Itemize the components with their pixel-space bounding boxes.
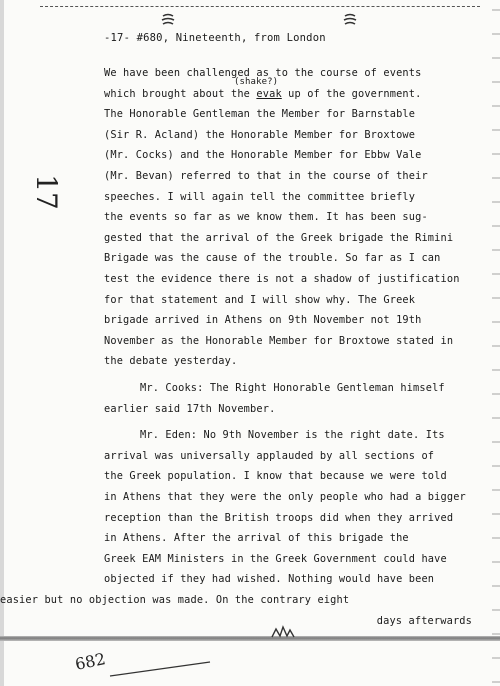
body-line: days afterwards (376, 615, 472, 627)
body-line: the events so far as we know them. It has been sug- (104, 211, 428, 223)
body-line: brigade arrived in Athens on 9th November not 19th (104, 314, 422, 326)
body-line: speeches. I will again tell the committee briefly (104, 191, 416, 203)
body-line: the Greek population. I know that because we were told (104, 470, 447, 482)
body-line: earlier said 17th November. (104, 403, 276, 415)
body-line: for that statement and I will show why. The Greek (104, 294, 416, 306)
body-line: We have been challenged as to the course of events (104, 67, 422, 79)
body-line: (Mr. Cocks) and the Honorable Member for Ebbw Vale (104, 149, 422, 161)
handwritten-margin-note: 17 (30, 174, 64, 210)
body-line: easier but no objection was made. On the contrary eight (0, 594, 350, 606)
page-bottom-fold (0, 636, 500, 641)
left-page-edge (0, 0, 4, 686)
underlined-word: evak (256, 88, 282, 100)
body-line: the debate yesterday. (104, 355, 238, 367)
body-line: Brigade was the cause of the trouble. So far as I can (104, 252, 441, 264)
body-line: Mr. Eden: No 9th November is the right date. Its (140, 429, 445, 441)
top-punch-mark-icon (342, 12, 358, 28)
body-line: reception than the British troops did when they arrived (104, 512, 454, 524)
body-line: objected if they had wished. Nothing would have been (104, 573, 435, 585)
body-line (104, 87, 421, 101)
body-line: in Athens. After the arrival of this brigade the (104, 532, 409, 544)
body-text: up of the government. (281, 88, 422, 100)
handwritten-footer-note: 682 (73, 649, 108, 674)
body-line: The Honorable Gentleman the Member for Barnstable (104, 108, 416, 120)
body-line: (Mr. Bevan) referred to that in the course of their (104, 170, 428, 182)
top-dashed-rule (40, 6, 480, 7)
body-line: Mr. Cooks: The Right Honorable Gentleman himself (140, 382, 445, 394)
body-line: Greek EAM Ministers in the Greek Government could have (104, 553, 447, 565)
body-line: (Sir R. Acland) the Honorable Member for Broxtowe (104, 129, 416, 141)
body-line: test the evidence there is not a shadow of justification (104, 273, 460, 285)
interlinear-note: (shake?) (234, 77, 279, 87)
page-header: -17- #680, Nineteenth, from London (104, 32, 326, 44)
top-punch-mark-icon (160, 12, 176, 28)
body-line: arrival was universally applauded by all sections of (104, 450, 435, 462)
bottom-punch-mark-icon (270, 625, 296, 639)
body-text: which brought about the (104, 88, 257, 100)
body-line: November as the Honorable Member for Broxtowe stated in (104, 335, 454, 347)
body-line: in Athens that they were the only people who had a bigger (104, 491, 466, 503)
right-page-edge (492, 0, 500, 686)
body-line: gested that the arrival of the Greek brigade the Rimini (104, 232, 454, 244)
